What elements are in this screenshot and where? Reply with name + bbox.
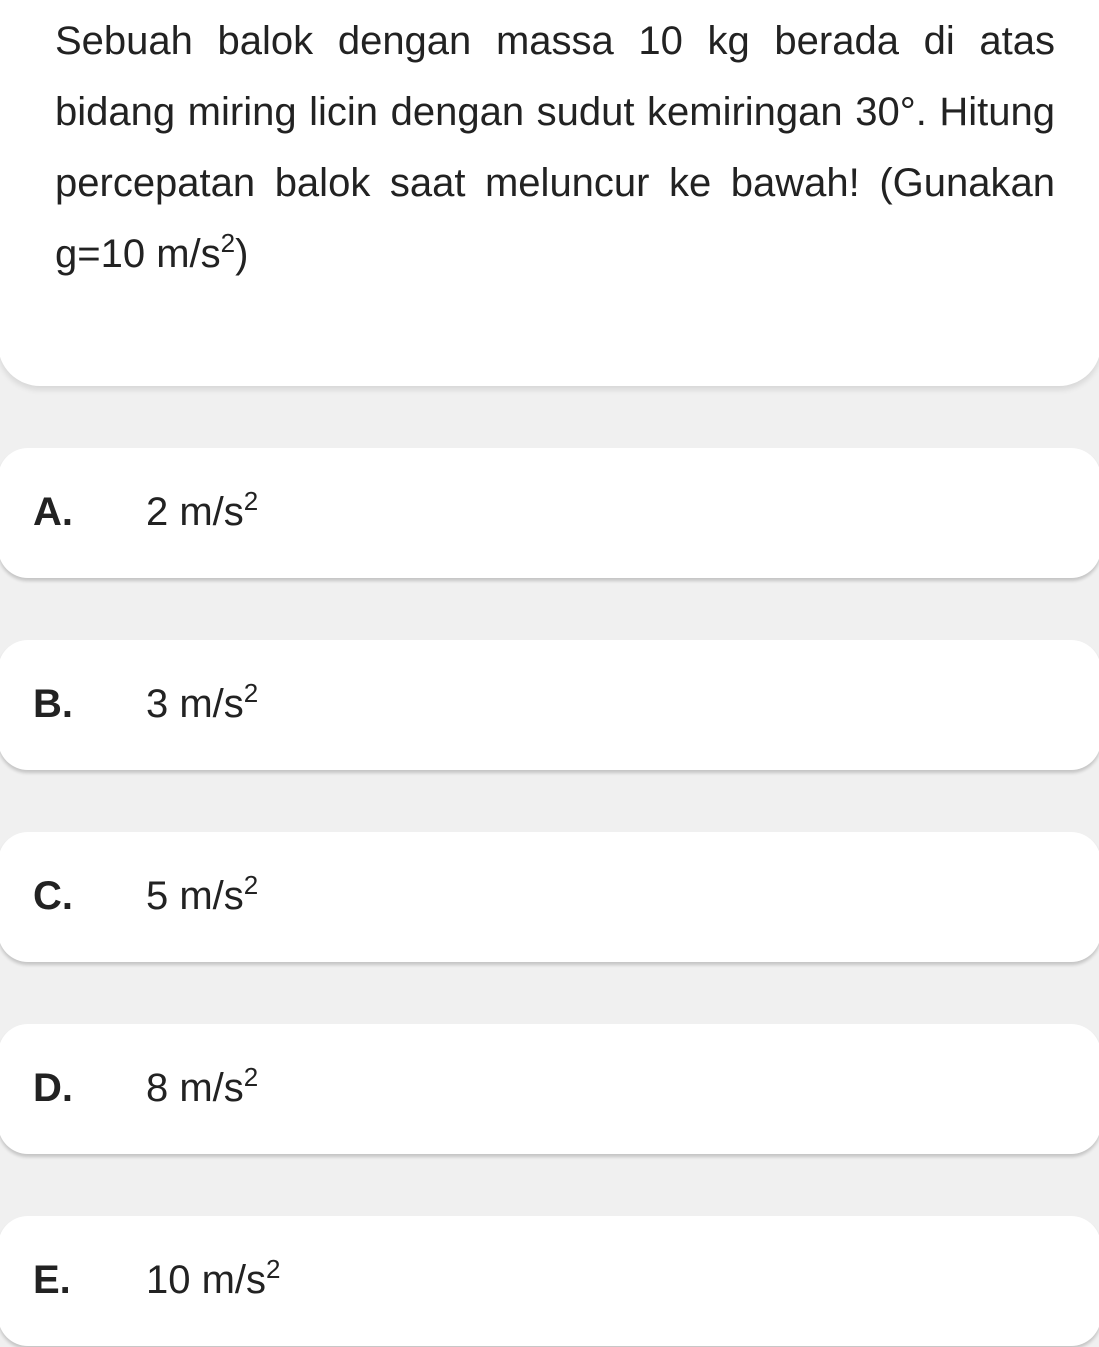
question-card bbox=[0, 0, 1099, 386]
option-value bbox=[146, 488, 258, 536]
option-a[interactable] bbox=[0, 448, 1099, 578]
question-text-exponent: 2 bbox=[220, 228, 236, 258]
option-letter: A. bbox=[33, 490, 73, 534]
option-value-exponent: 2 bbox=[243, 870, 259, 900]
option-value-text: 2 m/s bbox=[146, 490, 244, 534]
option-value-text: 10 m/s bbox=[146, 1258, 267, 1302]
option-letter: E. bbox=[33, 1258, 71, 1302]
option-c[interactable] bbox=[0, 832, 1099, 962]
option-letter: D. bbox=[33, 1066, 73, 1110]
option-value-text: 3 m/s bbox=[146, 682, 244, 726]
option-value bbox=[146, 680, 258, 728]
option-letter: B. bbox=[33, 682, 73, 726]
option-b[interactable] bbox=[0, 640, 1099, 770]
option-value bbox=[146, 1064, 258, 1112]
option-value-exponent: 2 bbox=[243, 1062, 259, 1092]
option-value-text: 8 m/s bbox=[146, 1066, 244, 1110]
option-value bbox=[146, 1256, 281, 1304]
question-text bbox=[55, 6, 1055, 290]
option-value-exponent: 2 bbox=[243, 678, 259, 708]
option-e[interactable] bbox=[0, 1216, 1099, 1346]
option-value-text: 5 m/s bbox=[146, 874, 244, 918]
option-value bbox=[146, 872, 258, 920]
option-value-exponent: 2 bbox=[266, 1254, 281, 1284]
option-value-exponent: 2 bbox=[243, 486, 259, 516]
option-letter: C. bbox=[33, 874, 73, 918]
question-text-main: Sebuah balok dengan massa 10 kg berada di atas bidang miring licin dengan sudut kemiringan 30°. Hitung percepatan balok saat meluncur ke bawah! (Gunakan g=10 m/s bbox=[55, 19, 1055, 276]
question-text-close: ) bbox=[235, 232, 249, 276]
option-d[interactable] bbox=[0, 1024, 1099, 1154]
